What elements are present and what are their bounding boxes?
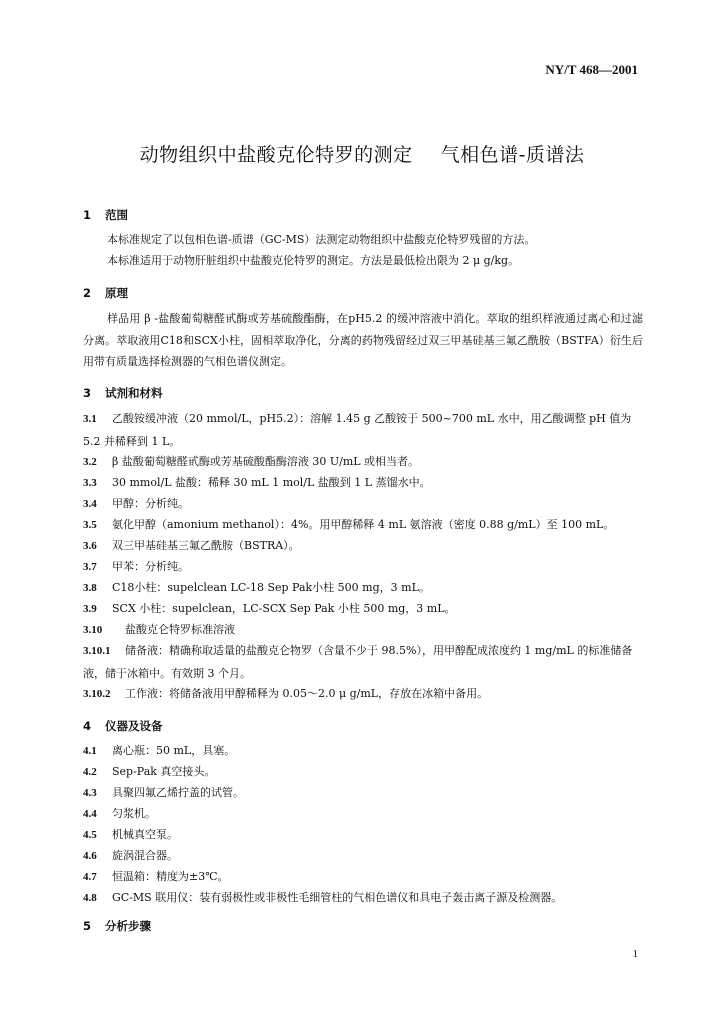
section-1-paragraph-1: 本标准规定了以包相色谱-质谱（GC-MS）法测定动物组织中盐酸克伦特罗残留的方法。 [107,233,536,246]
section-heading-2: 2 原理 [83,286,128,300]
document-title [0,140,724,167]
list-item: 3.8 C18小柱：supelclean LC-18 Sep Pak小柱 500 mg，3 mL。 [83,581,430,594]
list-item: 3.10 盐酸克仑特罗标准溶液 [83,623,235,636]
list-item: 3.4 甲醇：分析纯。 [83,497,189,510]
section-heading-1: 1 范围 [83,208,128,222]
standard-code: NY/T 468—2001 [545,62,638,77]
list-item: 4.5 机械真空泵。 [83,828,178,841]
list-item: 4.7 恒温箱：精度为±3℃。 [83,870,229,883]
list-item: 4.3 具聚四氟乙烯拧盖的试管。 [83,786,244,799]
title-part-2: 气相色谱-质谱法 [440,144,585,166]
section-2-paragraph-1: 样品用 β -盐酸葡萄糖醛甙酶或芳基硫酸酯酶，在pH5.2 的缓冲溶液中消化。萃取的组织样液通过离心和过滤分离。萃取液用C18和SCX小柱，固相萃取净化，分离的药物残留经过双三甲基硅基三氟乙酰胺（BSTFA）衍生后用带有质量选择检测器的气相色谱仪测定。 [83,312,643,368]
list-item: 3.5 氨化甲醇（amonium methanol）：4%。用甲醇稀释 4 mL 氨溶液（密度 0.88 g/mL）至 100 mL。 [83,518,615,531]
list-item: 3.9 SCX 小柱：supelclean，LC-SCX Sep Pak 小柱 500 mg，3 mL。 [83,602,456,615]
page-number: 1 [632,948,638,960]
section-heading-5: 5 分析步骤 [83,919,151,933]
list-item: 4.2 Sep-Pak 真空接头。 [83,765,216,778]
title-part-1: 动物组织中盐酸克伦特罗的测定 [139,144,413,166]
list-item: 4.6 旋涡混合器。 [83,849,178,862]
section-1-paragraph-2: 本标准适用于动物肝脏组织中盐酸克伦特罗的测定。方法是最低检出限为 2 μ g/kg。 [107,254,520,267]
list-item: 3.10.1 储备液：精确称取适量的盐酸克仑物罗（含量不少于 98.5%），用甲醇配成浓度约 1 mg/mL 的标准储备液，储于冰箱中。有效期 3 个月。 [83,644,633,680]
list-item: 3.7 甲苯：分析纯。 [83,560,189,573]
section-heading-3: 3 试剂和材料 [83,386,163,400]
list-item: 4.8 GC-MS 联用仪：装有弱极性或非极性毛细管柱的气相色谱仪和具电子轰击离子源及检测器。 [83,891,563,904]
list-item: 4.4 匀浆机。 [83,807,156,820]
list-item: 3.1 乙酸铵缓冲液（20 mmol/L，pH5.2）：溶解 1.45 g 乙酸铵于 500~700 mL 水中，用乙酸调整 pH 值为 5.2 并稀释到 1 L。 [83,412,632,448]
list-item: 4.1 离心瓶：50 mL，具塞。 [83,744,236,757]
list-item: 3.10.2 工作液：将储备液用甲醇稀释为 0.05～2.0 μ g/mL，存放在冰箱中备用。 [83,687,489,700]
list-item: 3.6 双三甲基硅基三氟乙酰胺（BSTRA）。 [83,539,300,552]
section-heading-4: 4 仪器及设备 [83,719,163,733]
list-item: 3.2 β 盐酸葡萄糖醛甙酶或芳基硫酸酯酶溶液 30 U/mL 或相当者。 [83,455,420,468]
list-item: 3.3 30 mmol/L 盐酸：稀释 30 mL 1 mol/L 盐酸到 1 L 蒸馏水中。 [83,476,431,489]
